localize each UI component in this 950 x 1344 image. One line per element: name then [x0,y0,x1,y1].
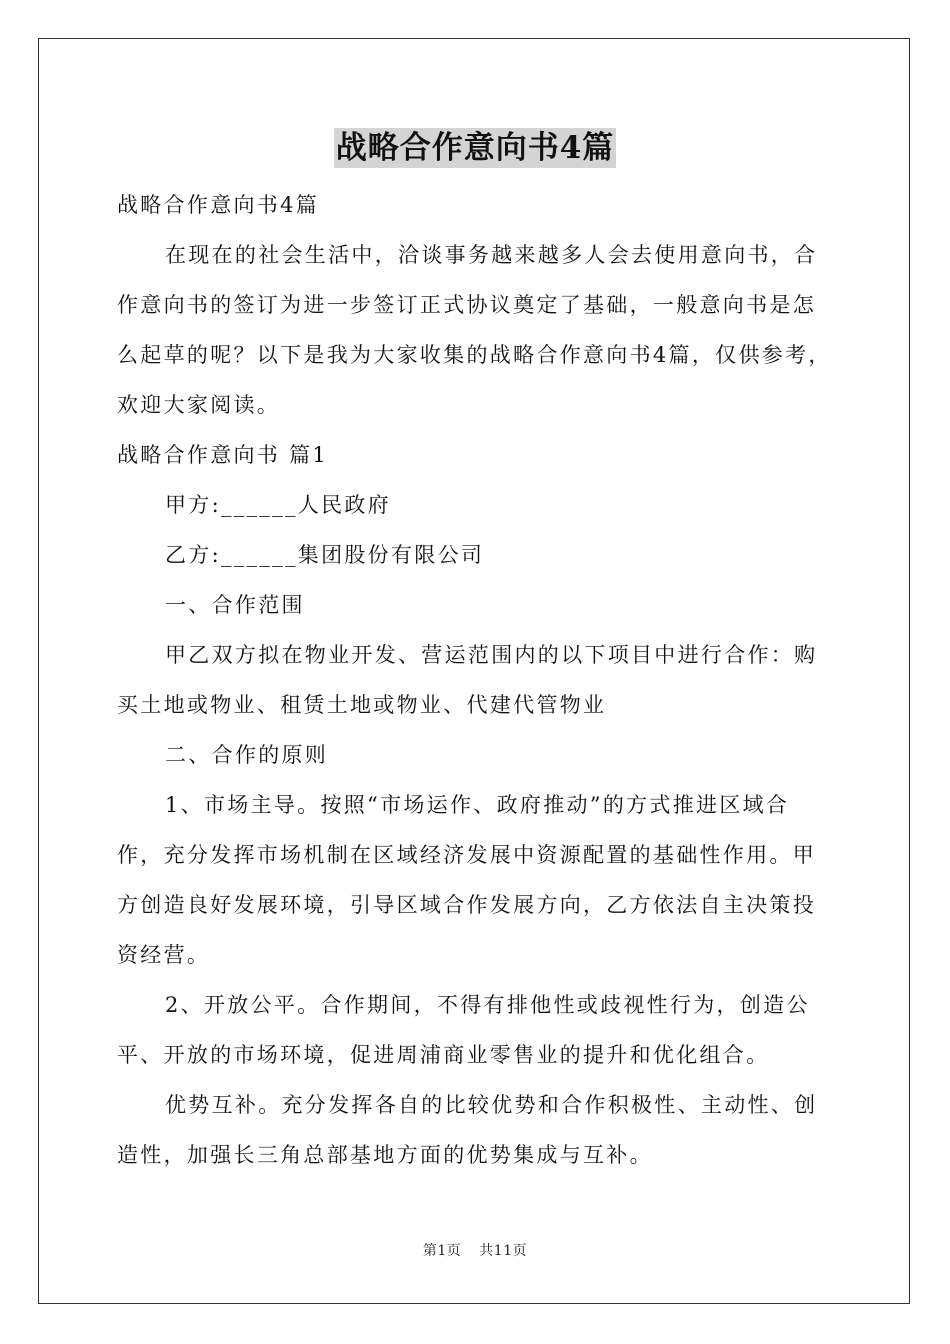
paragraph-line: 欢迎大家阅读。 [117,393,281,417]
subtitle-line: 战略合作意向书4篇 [117,193,320,217]
paragraph-line: 2、开放公平。合作期间，不得有排他性或歧视性行为，创造公 [165,993,810,1017]
paragraph-line: 优势互补。充分发挥各自的比较优势和合作积极性、主动性、创 [165,1093,818,1117]
section-heading: 战略合作意向书 篇1 [117,443,329,467]
paragraph-line: 作意向书的签订为进一步签订正式协议奠定了基础，一般意向书是怎 [117,293,816,317]
paragraph-line: 1、市场主导。按照“市场运作、政府推动”的方式推进区域合 [165,793,790,817]
paragraph-line: 在现在的社会生活中，洽谈事务越来越多人会去使用意向书，合 [165,243,818,267]
document-title: 战略合作意向书4篇 [335,130,615,166]
clause-heading: 二、合作的原则 [165,743,329,767]
paragraph-line: 方创造良好发展环境，引导区域合作发展方向，乙方依法自主决策投 [117,893,816,917]
paragraph-line: 造性，加强长三角总部基地方面的优势集成与互补。 [117,1143,653,1167]
page-number: 第1页 [422,1243,462,1259]
paragraph-line: 资经营。 [117,943,211,967]
page-total: 共11页 [479,1243,528,1259]
paragraph-line: 买土地或物业、租赁土地或物业、代建代管物业 [117,693,607,717]
paragraph-line: 甲乙双方拟在物业开发、营运范围内的以下项目中进行合作：购 [165,643,818,667]
party-b-line: 乙方:______集团股份有限公司 [165,543,485,567]
clause-heading: 一、合作范围 [165,593,305,617]
paragraph-line: 作，充分发挥市场机制在区域经济发展中资源配置的基础性作用。甲 [117,843,816,867]
title-container [0,128,950,168]
page-footer [0,1240,950,1260]
party-a-line: 甲方:______人民政府 [165,493,391,517]
paragraph-line: 么起草的呢？以下是我为大家收集的战略合作意向书4篇，仅供参考， [117,343,832,367]
paragraph-line: 平、开放的市场环境，促进周浦商业零售业的提升和优化组合。 [117,1043,770,1067]
document-body [117,180,835,1180]
